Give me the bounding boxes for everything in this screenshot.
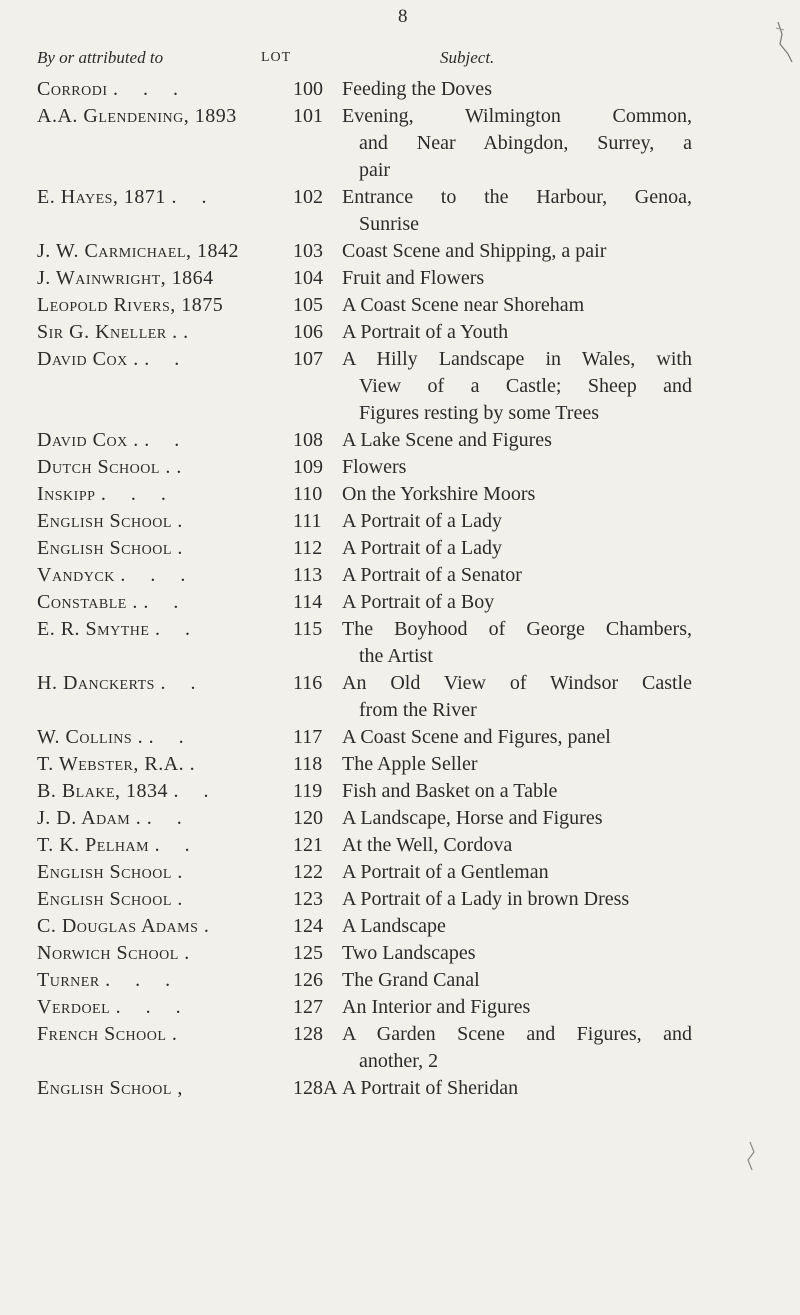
- entry-artist: [0, 184, 281, 211]
- artist-name: English School: [37, 861, 172, 883]
- artist-name: English School: [37, 1077, 172, 1099]
- catalogue-entry: [0, 616, 800, 670]
- entry-lot-number: 122: [293, 861, 323, 883]
- subject-line: At the Well, Cordova: [342, 834, 513, 856]
- subject-line: and Near Abingdon, Surrey, a: [359, 132, 692, 154]
- subject-line: View of a Castle; Sheep and: [359, 375, 692, 397]
- artist-name: B. Blake, 1834: [37, 780, 169, 802]
- entry-subject: [342, 184, 692, 238]
- entry-subject: [342, 1075, 692, 1102]
- entry-subject: [342, 76, 692, 103]
- entry-subject: [342, 859, 692, 886]
- catalogue-entry: [0, 562, 800, 589]
- leader-dots: . . .: [100, 483, 176, 505]
- entry-artist: [0, 1075, 281, 1102]
- leader-dots: .: [203, 915, 219, 937]
- catalogue-list: [0, 76, 800, 1102]
- leader-dots: . .: [154, 834, 200, 856]
- subject-line: Fish and Basket on a Table: [342, 780, 558, 802]
- entry-lot-number: 118: [293, 753, 323, 775]
- artist-name: J. W. Carmichael, 1842: [37, 240, 240, 262]
- entry-lot-number: 107: [293, 348, 323, 370]
- entry-artist: [0, 508, 281, 535]
- entry-subject: [342, 238, 692, 265]
- leader-dots: .: [176, 456, 192, 478]
- catalogue-entry: [0, 292, 800, 319]
- entry-lot-number: 110: [293, 483, 323, 505]
- entry-lot-number: 103: [293, 240, 323, 262]
- entry-artist: [0, 805, 281, 832]
- subject-line: The Apple Seller: [342, 753, 478, 775]
- catalogue-entry: [0, 589, 800, 616]
- entry-artist: [0, 103, 281, 130]
- catalogue-entry: [0, 427, 800, 454]
- entry-artist: [0, 562, 281, 589]
- entry-subject: [342, 832, 692, 859]
- leader-dots: . .: [146, 807, 192, 829]
- catalogue-entry: [0, 319, 800, 346]
- entry-lot-number: 114: [293, 591, 323, 613]
- artist-name: E. R. Smythe: [37, 618, 150, 640]
- artist-name: T. K. Pelham: [37, 834, 150, 856]
- entry-lot-number: 108: [293, 429, 323, 451]
- catalogue-entry: [0, 886, 800, 913]
- subject-line: Flowers: [342, 456, 407, 478]
- margin-pencil-mark: [774, 20, 796, 64]
- entry-lot-number: 112: [293, 537, 323, 559]
- column-header-artist: By or attributed to: [37, 48, 164, 67]
- entry-artist: [0, 76, 281, 103]
- subject-line: pair: [359, 159, 391, 181]
- artist-name: Turner: [37, 969, 100, 991]
- catalogue-entry: [0, 967, 800, 994]
- entry-subject: [342, 1021, 692, 1075]
- artist-name: Verdoel: [37, 996, 111, 1018]
- leader-dots: . .: [148, 726, 194, 748]
- entry-lot-number: 101: [293, 105, 323, 127]
- page-number: 8: [398, 6, 408, 27]
- subject-line: On the Yorkshire Moors: [342, 483, 536, 505]
- subject-line: Sunrise: [359, 213, 419, 235]
- entry-artist: [0, 967, 281, 994]
- catalogue-entry: [0, 778, 800, 805]
- artist-name: English School: [37, 537, 172, 559]
- catalogue-entry: [0, 481, 800, 508]
- entry-subject: [342, 562, 692, 589]
- catalogue-entry: [0, 238, 800, 265]
- artist-name: T. Webster, R.A.: [37, 753, 185, 775]
- subject-line: A Coast Scene near Shoreham: [342, 294, 585, 316]
- entry-artist: [0, 346, 281, 373]
- entry-lot-number: 116: [293, 672, 323, 694]
- entry-subject: [342, 778, 692, 805]
- leader-dots: .: [189, 753, 205, 775]
- entry-artist: [0, 670, 281, 697]
- entry-artist: [0, 292, 281, 319]
- leader-dots: . .: [160, 672, 206, 694]
- entry-subject: [342, 319, 692, 346]
- leader-dots: . .: [171, 186, 217, 208]
- column-header-subject: Subject.: [440, 48, 495, 67]
- artist-name: David Cox .: [37, 429, 139, 451]
- entry-artist: [0, 427, 281, 454]
- entry-subject: [342, 994, 692, 1021]
- subject-line: Feeding the Doves: [342, 78, 492, 100]
- artist-name: C. Douglas Adams: [37, 915, 199, 937]
- entry-artist: [0, 778, 281, 805]
- entry-lot-number: 111: [293, 510, 322, 532]
- leader-dots: . . .: [120, 564, 196, 586]
- entry-artist: [0, 481, 281, 508]
- artist-name: Leopold Rivers, 1875: [37, 294, 224, 316]
- subject-line: An Interior and Figures: [342, 996, 531, 1018]
- leader-dots: . .: [154, 618, 200, 640]
- subject-line: A Portrait of a Lady: [342, 537, 502, 559]
- entry-lot-number: 106: [293, 321, 323, 343]
- artist-name: A.A. Glendening, 1893: [37, 105, 237, 127]
- subject-line: A Portrait of a Youth: [342, 321, 509, 343]
- leader-dots: . . .: [113, 78, 189, 100]
- entry-lot-number: 104: [293, 267, 323, 289]
- entry-lot-number: 100: [293, 78, 323, 100]
- leader-dots: .: [177, 537, 193, 559]
- entry-subject: [342, 751, 692, 778]
- subject-line: Entrance to the Harbour, Genoa,: [342, 186, 692, 208]
- leader-dots: .: [177, 888, 193, 910]
- leader-dots: . . .: [105, 969, 181, 991]
- entry-lot-number: 128A: [293, 1077, 338, 1099]
- entry-subject: [342, 454, 692, 481]
- entry-lot-number: 123: [293, 888, 323, 910]
- entry-subject: [342, 589, 692, 616]
- entry-lot-number: 109: [293, 456, 323, 478]
- artist-name: Vandyck: [37, 564, 115, 586]
- entry-artist: [0, 238, 281, 265]
- entry-artist: [0, 319, 281, 346]
- entry-subject: [342, 481, 692, 508]
- entry-lot-number: 127: [293, 996, 323, 1018]
- artist-name: Sir G. Kneller .: [37, 321, 178, 343]
- catalogue-entry: [0, 1021, 800, 1075]
- subject-line: A Landscape: [342, 915, 446, 937]
- entry-subject: [342, 427, 692, 454]
- leader-dots: .: [184, 942, 200, 964]
- subject-line: the Artist: [359, 645, 433, 667]
- entry-artist: [0, 913, 281, 940]
- artist-name: W. Collins .: [37, 726, 144, 748]
- entry-subject: [342, 805, 692, 832]
- entry-subject: [342, 886, 692, 913]
- entry-subject: [342, 724, 692, 751]
- entry-artist: [0, 940, 281, 967]
- entry-subject: [342, 967, 692, 994]
- entry-subject: [342, 103, 692, 184]
- subject-line: A Portrait of a Senator: [342, 564, 522, 586]
- artist-name: English School: [37, 510, 172, 532]
- artist-name: E. Hayes, 1871: [37, 186, 166, 208]
- catalogue-entry: [0, 724, 800, 751]
- artist-name: Constable .: [37, 591, 138, 613]
- catalogue-entry: [0, 805, 800, 832]
- column-header-lot: LOT: [261, 50, 292, 65]
- artist-name: J. D. Adam .: [37, 807, 142, 829]
- entry-artist: [0, 994, 281, 1021]
- entry-artist: [0, 832, 281, 859]
- catalogue-entry: [0, 184, 800, 238]
- entry-artist: [0, 886, 281, 913]
- entry-lot-number: 102: [293, 186, 323, 208]
- artist-name: Corrodi: [37, 78, 108, 100]
- entry-artist: [0, 751, 281, 778]
- subject-line: A Portrait of a Boy: [342, 591, 495, 613]
- subject-line: A Hilly Landscape in Wales, with: [342, 348, 692, 370]
- leader-dots: ,: [177, 1077, 193, 1099]
- leader-dots: .: [177, 861, 193, 883]
- subject-line: another, 2: [359, 1050, 439, 1072]
- subject-line: A Portrait of Sheridan: [342, 1077, 519, 1099]
- catalogue-entry: [0, 265, 800, 292]
- entry-subject: [342, 940, 692, 967]
- subject-line: An Old View of Windsor Castle: [342, 672, 692, 694]
- entry-artist: [0, 265, 281, 292]
- subject-line: A Portrait of a Gentleman: [342, 861, 549, 883]
- catalogue-entry: [0, 859, 800, 886]
- leader-dots: .: [177, 510, 193, 532]
- artist-name: H. Danckerts: [37, 672, 155, 694]
- entry-subject: [342, 265, 692, 292]
- margin-pencil-mark: [742, 1140, 762, 1176]
- entry-artist: [0, 616, 281, 643]
- entry-artist: [0, 724, 281, 751]
- entry-subject: [342, 616, 692, 670]
- subject-line: Evening, Wilmington Common,: [342, 105, 692, 127]
- entry-lot-number: 119: [293, 780, 323, 802]
- subject-line: The Boyhood of George Chambers,: [342, 618, 692, 640]
- entry-artist: [0, 589, 281, 616]
- leader-dots: .: [171, 1023, 187, 1045]
- entry-lot-number: 120: [293, 807, 323, 829]
- leader-dots: .: [183, 321, 199, 343]
- subject-line: A Garden Scene and Figures, and: [342, 1023, 692, 1045]
- subject-line: Coast Scene and Shipping, a pair: [342, 240, 607, 262]
- entry-lot-number: 113: [293, 564, 323, 586]
- subject-line: The Grand Canal: [342, 969, 480, 991]
- artist-name: Norwich School: [37, 942, 179, 964]
- leader-dots: . .: [144, 429, 190, 451]
- entry-lot-number: 126: [293, 969, 323, 991]
- entry-artist: [0, 454, 281, 481]
- artist-name: English School: [37, 888, 172, 910]
- subject-line: Two Landscapes: [342, 942, 476, 964]
- entry-subject: [342, 670, 692, 724]
- leader-dots: . .: [143, 591, 189, 613]
- entry-subject: [342, 292, 692, 319]
- entry-lot-number: 128: [293, 1023, 323, 1045]
- entry-subject: [342, 535, 692, 562]
- subject-line: A Lake Scene and Figures: [342, 429, 552, 451]
- entry-lot-number: 115: [293, 618, 323, 640]
- entry-artist: [0, 1021, 281, 1048]
- artist-name: David Cox .: [37, 348, 139, 370]
- entry-subject: [342, 508, 692, 535]
- entry-artist: [0, 859, 281, 886]
- catalogue-entry: [0, 940, 800, 967]
- artist-name: Dutch School .: [37, 456, 171, 478]
- entry-artist: [0, 535, 281, 562]
- catalogue-entry: [0, 832, 800, 859]
- leader-dots: . .: [173, 780, 219, 802]
- artist-name: J. Wainwright, 1864: [37, 267, 214, 289]
- catalogue-entry: [0, 508, 800, 535]
- subject-line: A Coast Scene and Figures, panel: [342, 726, 611, 748]
- catalogue-entry: [0, 751, 800, 778]
- subject-line: Figures resting by some Trees: [359, 402, 599, 424]
- catalogue-entry: [0, 346, 800, 427]
- entry-lot-number: 124: [293, 915, 323, 937]
- catalogue-entry: [0, 994, 800, 1021]
- catalogue-entry: [0, 454, 800, 481]
- entry-lot-number: 125: [293, 942, 323, 964]
- entry-subject: [342, 913, 692, 940]
- catalogue-entry: [0, 670, 800, 724]
- subject-line: A Portrait of a Lady: [342, 510, 502, 532]
- subject-line: A Portrait of a Lady in brown Dress: [342, 888, 630, 910]
- artist-name: French School: [37, 1023, 167, 1045]
- catalogue-entry: [0, 913, 800, 940]
- subject-line: from the River: [359, 699, 477, 721]
- catalogue-entry: [0, 535, 800, 562]
- leader-dots: . .: [144, 348, 190, 370]
- subject-line: A Landscape, Horse and Figures: [342, 807, 603, 829]
- subject-line: Fruit and Flowers: [342, 267, 485, 289]
- artist-name: Inskipp: [37, 483, 96, 505]
- catalogue-entry: [0, 103, 800, 184]
- catalogue-entry: [0, 1075, 800, 1102]
- catalogue-entry: [0, 76, 800, 103]
- entry-lot-number: 105: [293, 294, 323, 316]
- entry-lot-number: 121: [293, 834, 323, 856]
- entry-subject: [342, 346, 692, 427]
- leader-dots: . . .: [115, 996, 191, 1018]
- entry-lot-number: 117: [293, 726, 323, 748]
